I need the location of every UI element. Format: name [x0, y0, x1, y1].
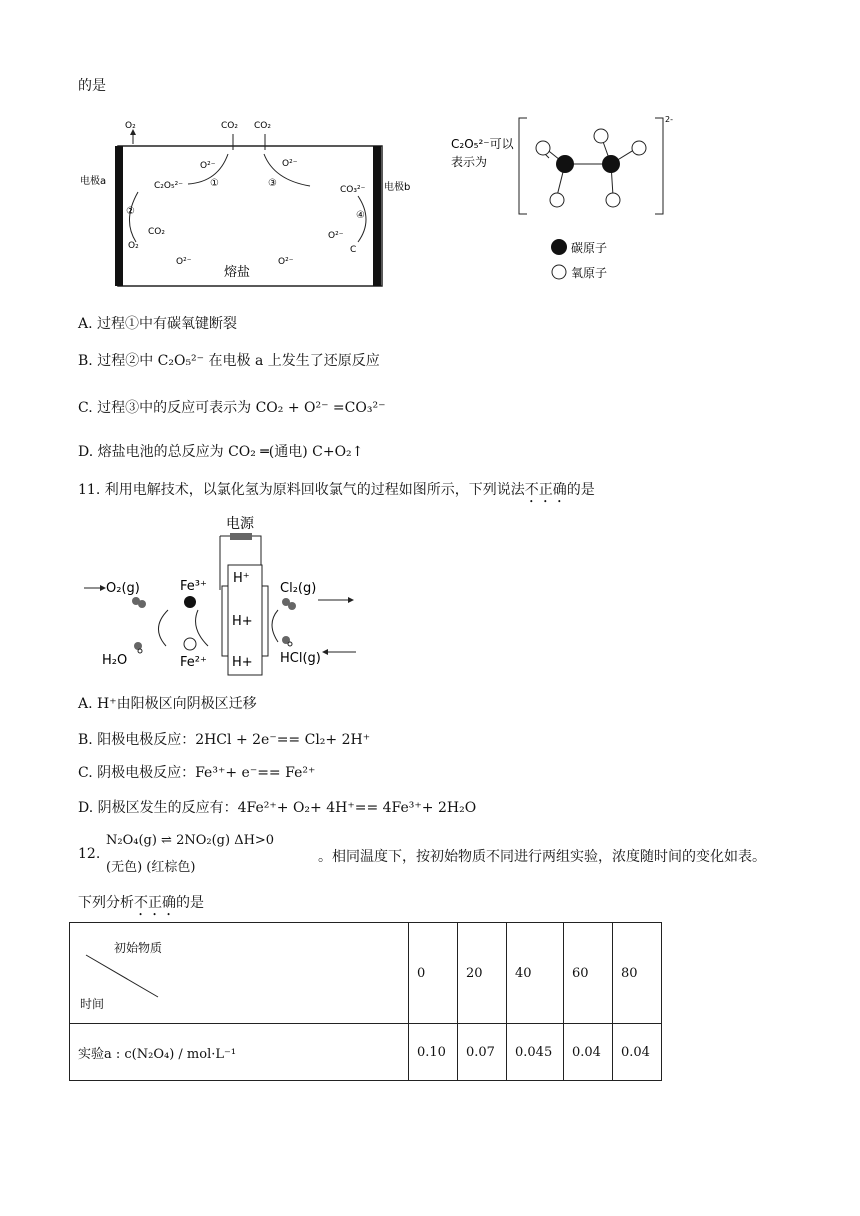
legend-oxygen-icon — [552, 265, 566, 279]
q12-stem-line2: 下列分析不正确的是 — [78, 895, 204, 911]
co3-label: CO₃²⁻ — [340, 185, 366, 195]
table-cell: 0.04 — [564, 1024, 613, 1081]
header-time: 时间 — [80, 997, 105, 1011]
table-row — [70, 1024, 662, 1081]
oxygen-atom — [536, 141, 550, 155]
q11-option-a: A. H⁺由阳极区向阴极区迁移 — [78, 696, 257, 712]
o2-mid-label: O₂ — [128, 241, 139, 251]
hclg-label: HCl(g) — [280, 651, 321, 666]
q11-option-d: D. 阴极区发生的反应有：4Fe²⁺+ O₂+ 4H⁺== 4Fe³⁺+ 2H₂O — [78, 800, 477, 816]
molten-salt-cell-diagram — [78, 112, 411, 292]
o2m-br-label: O²⁻ — [278, 257, 294, 267]
q11-stem: 11. 利用电解技术，以氯化氢为原料回收氯气的过程如图所示，下列说法不正确的是 — [78, 482, 595, 498]
process2-arrow — [129, 192, 138, 242]
oxygen-atom — [632, 141, 646, 155]
q10-option-b: B. 过程②中 C₂O₅²⁻ 在电极 a 上发生了还原反应 — [78, 353, 380, 369]
table-header-diagonal-cell — [70, 923, 409, 1024]
carbon-atom — [556, 155, 574, 173]
cathode-electrode — [262, 586, 268, 656]
q10-option-a: A. 过程①中有碳氧键断裂 — [78, 316, 238, 332]
c2o5-structure-diagram — [445, 112, 685, 292]
table-cell: 0.07 — [458, 1024, 507, 1081]
h2o-label: H₂O — [102, 653, 128, 668]
legend-oxygen-label: 氧原子 — [571, 266, 608, 280]
q12-stem-tail: 。相同温度下，按初始物质不同进行两组实验，浓度随时间的变化如表。 — [318, 849, 766, 865]
charge-label: 2- — [665, 115, 673, 124]
fe2-ion-icon — [184, 638, 196, 650]
h-plus-label-3: H+ — [232, 655, 253, 670]
q10-option-d: D. 熔盐电池的总反应为 CO₂ ═(通电) C+O₂↑ — [78, 444, 364, 460]
oxygen-atom — [550, 193, 564, 207]
q10-option-c: C. 过程③中的反应可表示为 CO₂ + O²⁻ =CO₃²⁻ — [78, 400, 386, 416]
legend-carbon-icon — [551, 239, 567, 255]
time-header-cell: 20 — [458, 923, 507, 1024]
q12-equation-bottom: (无色) (红棕色) — [106, 860, 196, 875]
step4-label: ④ — [356, 210, 365, 221]
time-header-cell: 60 — [564, 923, 613, 1024]
structure-caption-1: C₂O₅²⁻可以 — [451, 137, 514, 151]
power-source-icon — [230, 533, 252, 540]
c-label: C — [350, 245, 357, 255]
electrolysis-diagram — [78, 510, 378, 680]
fe3-label: Fe³⁺ — [180, 579, 207, 594]
electrode-a-label: 电极a — [80, 176, 107, 187]
fe3-ion-icon — [184, 596, 196, 608]
structure-caption-2: 表示为 — [451, 155, 488, 169]
oxygen-atom — [606, 193, 620, 207]
co2-mid-label: CO₂ — [148, 227, 165, 237]
q12-equation-top: N₂O₄(g) ⇌ 2NO₂(g) ΔH>0 — [106, 833, 275, 848]
co2-label-a: CO₂ — [221, 121, 238, 131]
power-label: 电源 — [226, 516, 254, 532]
emphasis-text: 不正确 — [134, 895, 176, 911]
electrode-a-bar — [115, 146, 123, 286]
q11-option-b: B. 阳极电极反应：2HCl + 2e⁻== Cl₂+ 2H⁺ — [78, 732, 371, 748]
row-label: 实验a : c(N₂O₄) / mol·L⁻¹ — [70, 1024, 409, 1081]
right-bracket — [655, 118, 663, 214]
oxygen-atom — [594, 129, 608, 143]
o2m-label-1: O²⁻ — [200, 161, 216, 171]
anode-electrode — [222, 586, 228, 656]
time-header-cell: 40 — [507, 923, 564, 1024]
step2-label: ② — [126, 206, 135, 217]
table-cell: 0.045 — [507, 1024, 564, 1081]
legend-carbon-label: 碳原子 — [571, 241, 608, 255]
table-cell: 0.04 — [613, 1024, 662, 1081]
step3-label: ③ — [268, 178, 277, 189]
o2m-label-3: O²⁻ — [282, 159, 298, 169]
o2g-label: O₂(g) — [106, 581, 140, 596]
concentration-table — [69, 922, 662, 1081]
c2o5-label: C₂O₅²⁻ — [154, 181, 183, 191]
step1-label: ① — [210, 178, 219, 189]
q10-stem-tail: 的是 — [78, 78, 106, 94]
molten-salt-label: 熔盐 — [224, 265, 251, 280]
carbon-atom — [602, 155, 620, 173]
electrode-b-label: 电极b — [384, 182, 411, 193]
cl2g-label: Cl₂(g) — [280, 581, 317, 596]
o2m-bl-label: O²⁻ — [176, 257, 192, 267]
left-bracket — [519, 118, 527, 214]
time-header-cell: 0 — [409, 923, 458, 1024]
time-header-cell: 80 — [613, 923, 662, 1024]
o2-top-label: O₂ — [125, 121, 136, 131]
electrode-b-bar — [373, 146, 381, 286]
fe2-label: Fe²⁺ — [180, 655, 207, 670]
co2-label-b: CO₂ — [254, 121, 271, 131]
q11-option-c: C. 阴极电极反应：Fe³⁺+ e⁻== Fe²⁺ — [78, 765, 316, 781]
table-cell: 0.10 — [409, 1024, 458, 1081]
header-initial-substance: 初始物质 — [114, 941, 163, 955]
o2m-label-4: O²⁻ — [328, 231, 344, 241]
h-plus-label-1: H⁺ — [233, 571, 250, 586]
h-plus-label-2: H+ — [232, 614, 253, 629]
q12-number: 12. — [78, 846, 101, 862]
emphasis-text: 不正确 — [524, 482, 567, 498]
